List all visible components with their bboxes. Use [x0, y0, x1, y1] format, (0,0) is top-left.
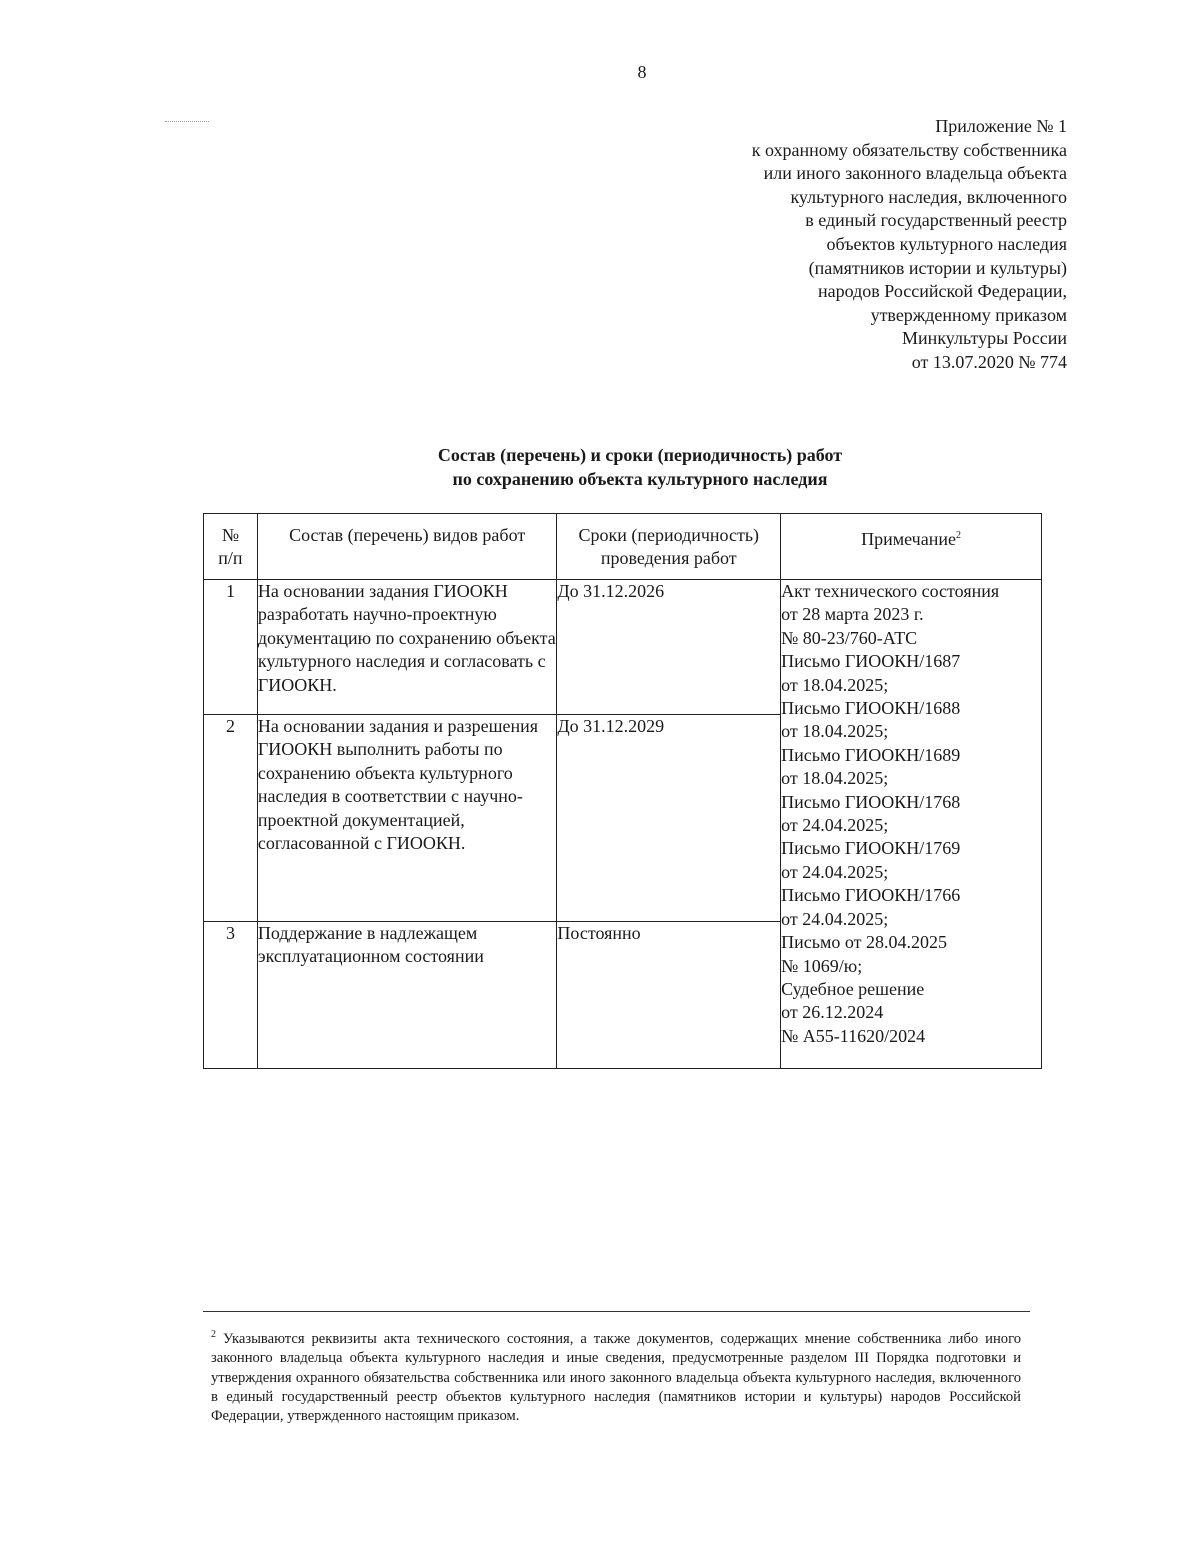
footnote-divider	[203, 1311, 1030, 1312]
document-title	[0, 443, 1200, 491]
row-work: На основании задания и разрешения ГИООКН выполнить работы по сохранению объекта культурного наследия в соответствии с научно-проектной документацией, согласованной с ГИООКН.	[257, 715, 557, 922]
appendix-line: к охранному обязательству собственника	[751, 139, 1067, 160]
appendix-line: утвержденному приказом	[870, 304, 1067, 325]
table-row	[204, 580, 1042, 715]
appendix-header	[752, 115, 1067, 375]
header-term: Сроки (периодичность) проведения работ	[557, 514, 781, 580]
appendix-line: в единый государственный реестр	[805, 210, 1067, 231]
header-number: № п/п	[204, 514, 258, 580]
appendix-line: Минкультуры России	[902, 328, 1067, 349]
appendix-line: или иного законного владельца объекта	[763, 163, 1067, 184]
scan-artifact	[165, 121, 209, 122]
row-number: 2	[204, 715, 258, 922]
appendix-line: от 13.07.2020 № 774	[911, 351, 1067, 372]
footnote-text: Указываются реквизиты акта технического состояния, а также документов, содержащих мнение собственника либо иного законного владельца объекта культурного наследия и иные сведения, предусмотренные разделом III Порядка подготовки и утверждения охранного обязательства собственника или иного законного владельца объекта культурного наследия, включенного в единый государственный реестр объектов культурного наследия (памятников истории и культуры) народов Российской Федерации, утвержденного настоящим приказом.	[211, 1330, 1021, 1425]
appendix-line: объектов культурного наследия	[826, 233, 1067, 254]
row-work: На основании задания ГИООКН разработать научно-проектную документацию по сохранению объекта культурного наследия и согласовать с ГИООКН.	[257, 580, 557, 715]
footnote-ref: 2	[955, 530, 961, 541]
row-term: Постоянно	[557, 922, 781, 1069]
header-work: Состав (перечень) видов работ	[257, 514, 557, 580]
row-term: До 31.12.2026	[557, 580, 781, 715]
appendix-line: (памятников истории и культуры)	[808, 257, 1067, 278]
document-title-line: Состав (перечень) и сроки (периодичность) работ	[437, 445, 843, 465]
table-header-row	[204, 514, 1042, 580]
footnote	[211, 1325, 1021, 1427]
appendix-line: народов Российской Федерации,	[818, 281, 1067, 302]
page-number: 8	[637, 62, 647, 82]
works-table	[203, 513, 1042, 1069]
header-note: Примечание$^2$	[781, 514, 1042, 580]
document-title-line: по сохранению объекта культурного наследия	[452, 469, 828, 489]
row-number: 3	[204, 922, 258, 1069]
appendix-line: Приложение № 1	[935, 116, 1067, 136]
row-number: 1	[204, 580, 258, 715]
row-work: Поддержание в надлежащем эксплуатационном состоянии	[257, 922, 557, 1069]
footnote-marker: 2	[211, 1329, 216, 1340]
row-term: До 31.12.2029	[557, 715, 781, 922]
note-cell: Акт технического состояния от 28 марта 2023 г. № 80-23/760-АТС Письмо ГИООКН/1687 от 18.04.2025; Письмо ГИООКН/1688 от 18.04.2025; Письмо ГИООКН/1689 от 18.04.2025; Письмо ГИООКН/1768 от 24.04.2025; Письмо ГИООКН/1769 от 24.04.2025; Письмо ГИООКН/1766 от 24.04.2025; Письмо от 28.04.2025 № 1069/ю; Судебное решение от 26.12.2024 № А55-11620/2024	[781, 580, 1042, 1069]
appendix-line: культурного наследия, включенного	[790, 186, 1067, 207]
